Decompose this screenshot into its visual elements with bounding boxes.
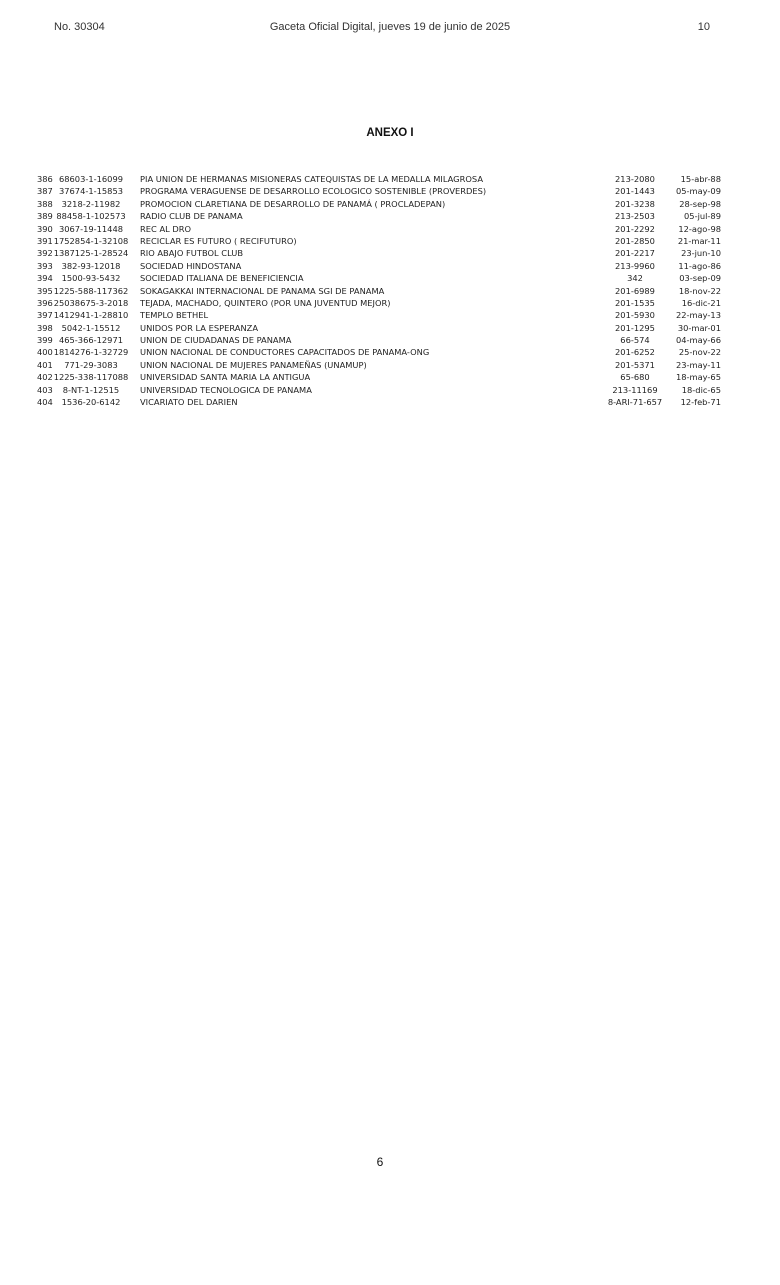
registration-date: 25-nov-22 (678, 347, 721, 358)
row-number: 400 (37, 347, 53, 358)
registration-number: 1536-20-6142 (61, 397, 121, 408)
organization-name: RIO ABAJO FUTBOL CLUB (140, 248, 244, 259)
registration-date: 18-may-65 (675, 372, 721, 383)
organization-name: TEJADA, MACHADO, QUINTERO (POR UNA JUVENTUD MEJOR) (140, 297, 391, 308)
registration-date: 12-feb-71 (680, 397, 721, 408)
organization-name: SOCIEDAD ITALIANA DE BENEFICIENCIA (140, 273, 304, 284)
resolution-code: 201-6989 (615, 285, 655, 296)
row-number: 391 (37, 235, 53, 246)
resolution-code: 213-2503 (615, 211, 655, 222)
row-number: 387 (37, 186, 53, 197)
organization-name: RECICLAR ES FUTURO ( RECIFUTURO) (140, 235, 297, 246)
table-row (0, 322, 780, 334)
resolution-code: 66-574 (620, 335, 650, 346)
registration-number: 1500-93-5432 (61, 273, 121, 284)
table-row (0, 247, 780, 259)
row-number: 386 (37, 174, 53, 184)
resolution-code: 201-1443 (615, 186, 655, 197)
registration-number: 1387125-1-28524 (53, 248, 129, 259)
registration-date: 18-nov-22 (678, 285, 721, 296)
registration-number: 1225-588-117362 (53, 285, 129, 296)
row-number: 397 (37, 310, 53, 321)
registration-date: 04-may-66 (675, 335, 721, 346)
resolution-code: 201-2850 (615, 235, 655, 246)
registration-date: 22-may-13 (675, 310, 721, 321)
table-row (0, 260, 780, 272)
organization-name: UNIVERSIDAD TECNOLOGICA DE PANAMA (140, 384, 312, 395)
row-number: 399 (37, 335, 53, 346)
resolution-code: 65-680 (620, 372, 650, 383)
table-row (0, 346, 780, 358)
row-number: 390 (37, 223, 53, 234)
registration-number: 1814276-1-32729 (53, 347, 129, 358)
registration-date: 28-sep-98 (679, 198, 721, 209)
table-row (0, 396, 780, 408)
registration-date: 12-ago-98 (678, 223, 721, 234)
row-number: 396 (37, 297, 53, 308)
table-row (0, 285, 780, 297)
table-row (0, 173, 780, 185)
registration-date: 16-dic-21 (681, 297, 721, 308)
registration-date: 03-sep-09 (679, 273, 721, 284)
registration-number: 3218-2-11982 (61, 198, 121, 209)
organization-name: SOCIEDAD HINDOSTANA (140, 260, 242, 271)
registration-date: 30-mar-01 (677, 322, 721, 333)
table-row (0, 198, 780, 210)
registration-number: 1225-338-117088 (53, 372, 129, 383)
registration-number: 25038675-3-2018 (53, 297, 129, 308)
organization-name: UNIDOS POR LA ESPERANZA (140, 322, 259, 333)
registration-number: 465-366-12971 (58, 335, 124, 346)
resolution-code: 201-1295 (615, 322, 655, 333)
resolution-code: 201-2217 (615, 248, 655, 259)
row-number: 401 (37, 359, 53, 370)
registration-number: 3067-19-11448 (58, 223, 124, 234)
registration-date: 11-ago-86 (678, 260, 721, 271)
table-row (0, 235, 780, 247)
table-row (0, 210, 780, 222)
organizations-table (0, 173, 780, 408)
organization-name: UNION NACIONAL DE MUJERES PANAMEÑAS (UNAMUP) (140, 359, 367, 370)
table-row (0, 185, 780, 197)
gazette-page-number: 10 (697, 21, 710, 33)
resolution-code: 201-5371 (615, 359, 655, 370)
registration-number: 1412941-1-28810 (53, 310, 129, 321)
organization-name: REC AL DRO (140, 223, 192, 234)
registration-date: 23-jun-10 (681, 248, 721, 259)
row-number: 394 (37, 273, 53, 284)
organization-name: UNION DE CIUDADANAS DE PANAMA (140, 335, 292, 346)
registration-number: 5042-1-15512 (61, 322, 121, 333)
registration-date: 15-abr-88 (680, 174, 721, 184)
table-row (0, 359, 780, 371)
gazette-title: Gaceta Oficial Digital, jueves 19 de junio de 2025 (269, 21, 511, 33)
organization-name: UNIVERSIDAD SANTA MARIA LA ANTIGUA (140, 372, 311, 383)
row-number: 398 (37, 322, 53, 333)
registration-date: 21-mar-11 (677, 235, 721, 246)
resolution-code: 201-6252 (615, 347, 655, 358)
resolution-code: 213-2080 (615, 174, 655, 184)
registration-date: 18-dic-65 (681, 384, 721, 395)
resolution-code: 201-3238 (615, 198, 655, 209)
gazette-number: No. 30304 (54, 21, 105, 33)
registration-number: 88458-1-102573 (56, 211, 126, 222)
organization-name: TEMPLO BETHEL (140, 310, 209, 321)
document-page-number: 6 (376, 1155, 384, 1169)
registration-number: 382-93-12018 (61, 260, 121, 271)
resolution-code: 201-5930 (615, 310, 655, 321)
registration-date: 05-may-09 (675, 186, 721, 197)
organization-name: PROGRAMA VERAGUENSE DE DESARROLLO ECOLOGICO SOSTENIBLE (PROVERDES) (140, 186, 487, 197)
resolution-code: 201-1535 (615, 297, 655, 308)
resolution-code: 213-11169 (612, 384, 658, 395)
organization-name: VICARIATO DEL DARIEN (140, 397, 238, 408)
resolution-code: 213-9960 (615, 260, 655, 271)
table-row (0, 272, 780, 284)
table-row (0, 371, 780, 383)
annex-title: ANEXO I (366, 127, 414, 139)
resolution-code: 342 (627, 273, 643, 284)
row-number: 393 (37, 260, 53, 271)
registration-number: 37674-1-15853 (58, 186, 124, 197)
registration-date: 05-jul-89 (684, 211, 721, 222)
registration-number: 68603-1-16099 (58, 174, 124, 184)
row-number: 402 (37, 372, 53, 383)
table-row (0, 384, 780, 396)
organization-name: RADIO CLUB DE PANAMA (140, 211, 243, 222)
registration-number: 771-29-3083 (64, 359, 118, 370)
organization-name: UNION NACIONAL DE CONDUCTORES CAPACITADOS DE PANAMA-ONG (140, 347, 430, 358)
resolution-code: 8-ARI-71-657 (607, 397, 663, 408)
organization-name: PIA UNION DE HERMANAS MISIONERAS CATEQUISTAS DE LA MEDALLA MILAGROSA (140, 174, 483, 184)
resolution-code: 201-2292 (615, 223, 655, 234)
registration-number: 1752854-1-32108 (53, 235, 129, 246)
registration-number: 8-NT-1-12515 (62, 384, 120, 395)
row-number: 389 (37, 211, 53, 222)
row-number: 404 (37, 397, 53, 408)
organization-name: SOKAGAKKAI INTERNACIONAL DE PANAMA SGI DE PANAMA (140, 285, 385, 296)
table-row (0, 223, 780, 235)
registration-date: 23-may-11 (675, 359, 721, 370)
table-row (0, 297, 780, 309)
table-row (0, 309, 780, 321)
organization-name: PROMOCION CLARETIANA DE DESARROLLO DE PANAMÁ ( PROCLADEPAN) (140, 198, 446, 209)
table-row (0, 334, 780, 346)
row-number: 403 (37, 384, 53, 395)
row-number: 395 (37, 285, 53, 296)
row-number: 388 (37, 198, 53, 209)
row-number: 392 (37, 248, 53, 259)
